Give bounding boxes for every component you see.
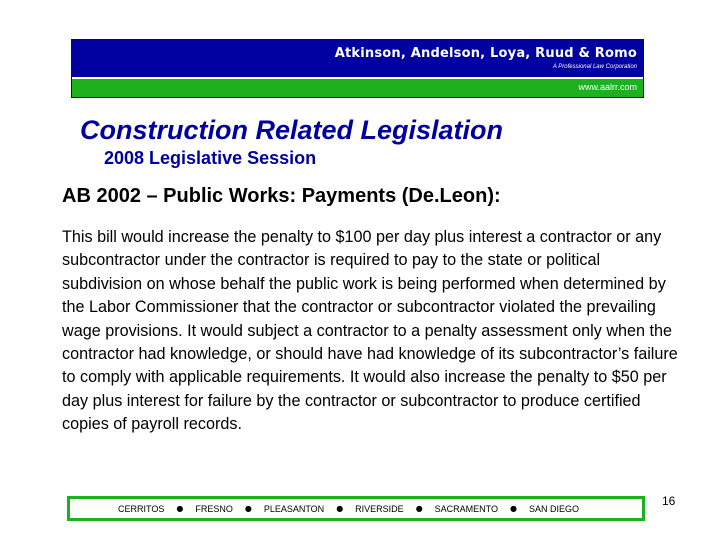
office-city-riverside: RIVERSIDE — [355, 503, 404, 514]
page-number: 16 — [662, 494, 676, 508]
firm-website: www.aalrr.com — [578, 82, 637, 92]
bullet-separator-icon: ● — [415, 504, 423, 513]
slide-subtitle: 2008 Legislative Session — [104, 148, 317, 168]
office-city-sacramento: SACRAMENTO — [434, 503, 499, 514]
bullet-separator-icon: ● — [510, 504, 517, 513]
firm-subtitle: A Professional Law Corporation — [552, 64, 637, 70]
firm-name-band — [72, 40, 643, 77]
bullet-separator-icon: ● — [336, 504, 344, 513]
bill-heading: AB 2002 – Public Works: Payments (De.Leon): — [62, 185, 501, 207]
office-city-san-diego: SAN DIEGO — [529, 503, 580, 514]
office-locations-footer — [67, 496, 645, 521]
bullet-separator-icon: ● — [176, 504, 184, 513]
firm-name: Atkinson, Andelson, Loya, Ruud & Romo — [334, 46, 637, 61]
bill-description: This bill would increase the penalty to $100 per day plus interest a contractor or any subcontractor under the contractor is required to pay to the state or political subdivision on whose behalf the public work is being performed when determined by the Labor Commissioner that the contractor or subcontractor violated the prevailing wage provisions. It would subject a contractor to a penalty assessment only when the contractor had knowledge, or should have had knowledge of its subcontractor’s failure to comply with applicable requirements. It would also increase the penalty to $50 per day plus interest for failure by the contractor or subcontractor to produce certified copies of payroll records. — [62, 228, 678, 434]
website-band — [72, 79, 643, 97]
office-city-pleasanton: PLEASANTON — [263, 503, 325, 514]
bullet-separator-icon: ● — [244, 504, 252, 513]
office-city-cerritos: CERRITOS — [118, 503, 165, 514]
slide-title: Construction Related Legislation — [80, 115, 504, 145]
office-locations-list — [70, 499, 642, 518]
office-city-fresno: FRESNO — [195, 503, 233, 514]
firm-header-banner — [71, 39, 644, 98]
